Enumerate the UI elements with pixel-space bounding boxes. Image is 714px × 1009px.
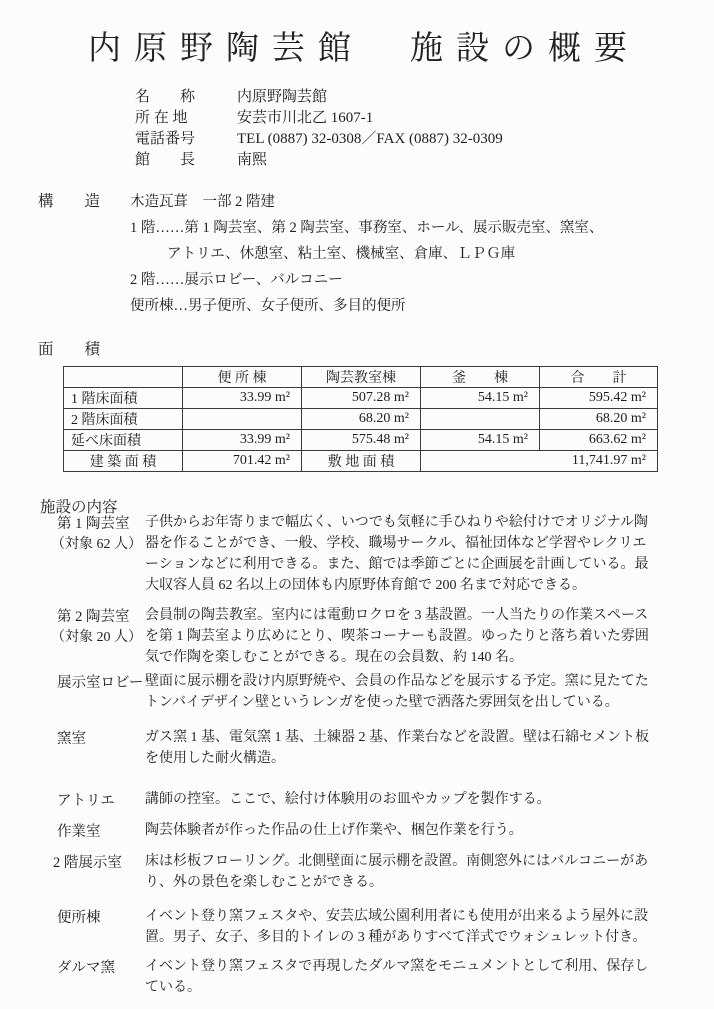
area-table-cell: 595.42 m²	[540, 388, 658, 409]
info-row	[135, 108, 503, 129]
content-item-line: 壁面に展示棚を設け内原野焼や、会員の作品などを展示する予定。窯に見たてた	[145, 674, 649, 689]
info-label: 電話番号	[135, 131, 196, 147]
structure-line: 1 階……第 1 陶芸室、第 2 陶芸室、事務室、ホール、展示販売室、窯室、	[130, 220, 604, 236]
content-item	[145, 512, 665, 596]
area-table-cell: 54.15 m²	[421, 388, 540, 409]
info-value: 南熙	[237, 152, 268, 168]
area-table-header-cell: 合 計	[540, 367, 658, 388]
content-item-line: ている。	[145, 980, 201, 995]
area-table-cell: 1 階床面積	[64, 388, 183, 409]
content-item-line: 会員制の陶芸教室。室内には電動ロクロを 3 基設置。一人当たりの作業スペース	[145, 608, 649, 623]
content-item	[145, 906, 665, 948]
area-table-cell: 68.20 m²	[302, 409, 421, 430]
content-item-label: 作業室	[57, 824, 101, 840]
area-table-cell: 507.28 m²	[302, 388, 421, 409]
content-item-label: 展示室ロビー	[57, 675, 144, 691]
content-item	[145, 789, 665, 810]
content-item-label: 便所棟	[57, 910, 101, 926]
content-item-line: を使用した耐火構造。	[145, 751, 285, 766]
content-item-label: 第 2 陶芸室	[57, 609, 130, 625]
info-value: 安芸市川北乙 1607-1	[237, 110, 374, 126]
table-header-row	[64, 367, 658, 388]
content-item-label: 2 階展示室	[53, 855, 122, 871]
info-label: 所 在 地	[135, 110, 188, 126]
content-item	[145, 956, 665, 998]
info-row	[135, 129, 503, 150]
area-table-cell: 33.99 m²	[183, 388, 302, 409]
content-item-line: 子供からお年寄りまで幅広く、いつでも気軽に手ひねりや絵付けでオリジナル陶	[145, 515, 649, 530]
content-item	[145, 851, 665, 893]
info-label: 館 長	[135, 152, 196, 168]
area-table	[63, 366, 658, 472]
content-item-line: トンバイデザイン壁というレンガを使った壁で洒落た雰囲気を出している。	[145, 695, 619, 710]
info-label: 名 称	[135, 89, 196, 105]
info-row	[135, 87, 503, 108]
contents-heading: 施設の内容	[40, 499, 118, 516]
floor-area-table	[63, 366, 658, 472]
content-item-line: 置。男子、女子、多目的トイレの 3 種がありすべて洋式でウォシュレット付き。	[145, 930, 647, 945]
content-item-line: 講師の控室。ここで、絵付け体験用のお皿やカップを製作する。	[145, 792, 551, 807]
structure-section	[130, 189, 603, 319]
area-table-header-cell	[64, 367, 183, 388]
content-item-line: 気で作陶を楽しむことができる。現在の会員数、約 140 名。	[145, 650, 523, 665]
content-item	[145, 671, 665, 713]
area-table-header-cell: 陶芸教室棟	[302, 367, 421, 388]
content-item-line: を第 1 陶芸室より広めにとり、喫茶コーナーも設置。ゆったりと落ち着いた雰囲	[145, 629, 649, 644]
area-table-cell: 663.62 m²	[540, 430, 658, 451]
area-table-cell	[183, 409, 302, 430]
structure-line: 便所棟…男子便所、女子便所、多目的便所	[130, 298, 406, 314]
facility-info-block	[135, 87, 503, 171]
area-table-cell: 575.48 m²	[302, 430, 421, 451]
table-row	[64, 409, 658, 430]
structure-heading: 構 造	[38, 193, 101, 210]
info-value: 内原野陶芸館	[237, 89, 328, 105]
content-item-line: ガス窯 1 基、電気窯 1 基、土練器 2 基、作業台などを設置。壁は石綿セメント板	[145, 730, 649, 745]
content-item-label: ダルマ窯	[57, 960, 115, 976]
content-item-label: 第 1 陶芸室	[57, 516, 130, 532]
area-table-cell: 建 築 面 積	[64, 451, 183, 472]
structure-line: 2 階……展示ロビー、バルコニー	[130, 272, 343, 288]
area-table-cell: 68.20 m²	[540, 409, 658, 430]
area-table-cell: 延べ床面積	[64, 430, 183, 451]
area-table-header-cell: 便 所 棟	[183, 367, 302, 388]
content-item-line: 床は杉板フローリング。北側壁面に展示棚を設置。南側窓外にはバルコニーがあ	[145, 854, 649, 869]
area-table-cell: 敷 地 面 積	[302, 451, 421, 472]
structure-line: 木造瓦葺 一部 2 階建	[130, 194, 275, 210]
area-table-cell: 54.15 m²	[421, 430, 540, 451]
content-item-line: イベント登り窯フェスタで再現したダルマ窯をモニュメントとして利用、保存し	[145, 959, 649, 974]
content-item-line: 大収容人員 62 名以上の団体も内原野体育館で 200 名まで対応できる。	[145, 578, 586, 593]
table-row	[64, 388, 658, 409]
content-item-capacity: （対象 20 人）	[51, 630, 142, 645]
area-table-header-cell: 釜 棟	[421, 367, 540, 388]
content-item-capacity: （対象 62 人）	[51, 537, 142, 552]
table-footer-row	[64, 451, 658, 472]
content-item	[145, 727, 665, 769]
structure-line: アトリエ、休憩室、粘土室、機械室、倉庫、ＬＰＧ庫	[167, 246, 516, 262]
content-item-line: イベント登り窯フェスタや、安芸広域公園利用者にも使用が出来るよう屋外に設	[145, 909, 649, 924]
area-table-cell: 33.99 m²	[183, 430, 302, 451]
content-item	[145, 605, 665, 668]
content-item-line: 器を作ることができ、一般、学校、職場サークル、福祉団体など学習やレクリエ	[145, 536, 647, 551]
info-value: TEL (0887) 32-0308／FAX (0887) 32-0309	[237, 131, 503, 147]
content-item-line: 陶芸体験者が作った作品の仕上げ作業や、梱包作業を行う。	[145, 823, 523, 838]
area-table-cell: 2 階床面積	[64, 409, 183, 430]
content-item-label: アトリエ	[57, 793, 115, 809]
content-item	[145, 820, 665, 841]
table-row	[64, 430, 658, 451]
area-heading: 面 積	[38, 341, 101, 358]
content-item-label: 窯室	[57, 731, 86, 747]
area-table-cell	[421, 409, 540, 430]
area-table-cell: 11,741.97 m²	[421, 451, 658, 472]
document-title: 内原野陶芸館 施設の概要	[88, 31, 640, 67]
area-table-cell: 701.42 m²	[183, 451, 302, 472]
info-row	[135, 150, 503, 171]
content-item-line: ーションなどに利用できる。また、館では季節ごとに企画展を計画している。最	[145, 557, 649, 572]
content-item-line: り、外の景色を楽しむことができる。	[145, 875, 383, 890]
